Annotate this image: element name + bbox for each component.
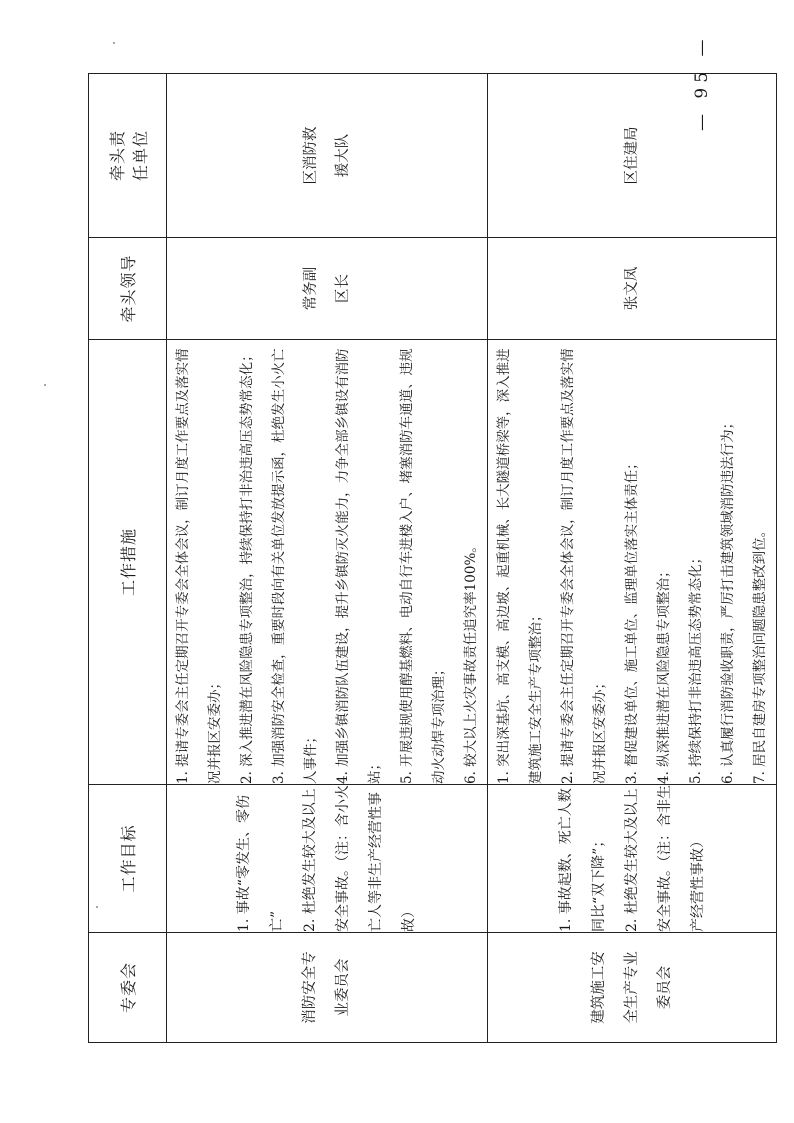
committee-table [88, 73, 777, 1043]
goal-item: 1. 事故“零发生、零伤亡” [236, 795, 285, 932]
header-committee: 专委会 [89, 933, 167, 1043]
measure-item: 6. 较大以上火灾事故责任追究率100%。 [463, 539, 479, 784]
header-unit: 牵头责任单位 [89, 74, 167, 238]
unit-cell: 区消防救援大队 [167, 74, 488, 238]
table-header-row [89, 74, 167, 1043]
goal-item: 2. 杜绝发生较大及以上安全事故。（注：含小火亡人等非生产经营性事故） [302, 785, 417, 932]
committee-cell: 建筑施工安全生产专业委员会 [488, 933, 777, 1043]
measures-cell [167, 340, 488, 785]
measure-item: 3. 督促建设单位、施工单位、监理单位落实主体责任； [624, 456, 640, 784]
leader-cell: 张文凤 [488, 238, 777, 340]
measure-item: 1. 突出深基坑、高支模、高边坡、起重机械、长大隧道桥梁等，深入推进建筑施工安全生产专项整治； [496, 348, 544, 784]
table-row [167, 74, 488, 1043]
unit-cell: 区住建局 [488, 74, 777, 238]
measure-item: 5. 持续保持打非治违高压态势常态化； [688, 550, 704, 784]
measure-item: 1. 提请专委会主任定期召开专委会全体会议，制订月度工作要点及落实情况并报区安委办； [175, 348, 223, 784]
measure-item: 2. 提请专委会主任定期召开专委会全体会议，制订月度工作要点及落实情况并报区安委办； [560, 348, 608, 784]
measure-item: 4. 加强乡镇消防队伍建设，提升乡镇防灭火能力，力争全部乡镇设有消防站； [335, 348, 383, 784]
header-leader: 牵头领导 [89, 238, 167, 340]
measure-item: 4. 纵深推进潜在风险隐患专项整治； [656, 564, 672, 784]
goal-item: 1. 事故起数、死亡人数同比“双下降”； [557, 788, 607, 932]
measures-cell [488, 340, 777, 785]
measure-item: 5. 开展违规使用醇基燃料、电动自行车进楼入户、堵塞消防车通道、违规动火动焊专项治理； [399, 348, 447, 784]
goal-item: 2. 杜绝发生较大及以上安全事故。（注：含非生产经营性事故） [623, 785, 706, 932]
table-row [488, 74, 777, 1043]
measure-item: 6. 认真履行消防验收职责，严厉打击建筑领域消防违法行为； [720, 415, 736, 784]
measure-item: 7. 居民自建房专项整治问题隐患整改到位。 [752, 523, 768, 784]
page-number: — 95 — [692, 34, 712, 131]
header-goals: 工作目标 [89, 785, 167, 933]
committee-cell: 消防安全专业委员会 [167, 933, 488, 1043]
goals-cell [167, 785, 488, 933]
measure-item: 2. 深入推进潜在风险隐患专项整治，持续保持打非治违高压态势常态化； [239, 348, 255, 784]
measure-item: 3. 加强消防安全检查，重要时段向有关单位发放提示函，杜绝发生小火亡人事件； [271, 348, 319, 784]
goals-cell [488, 785, 777, 933]
header-measures: 工作措施 [89, 340, 167, 785]
leader-cell: 常务副区长 [167, 238, 488, 340]
